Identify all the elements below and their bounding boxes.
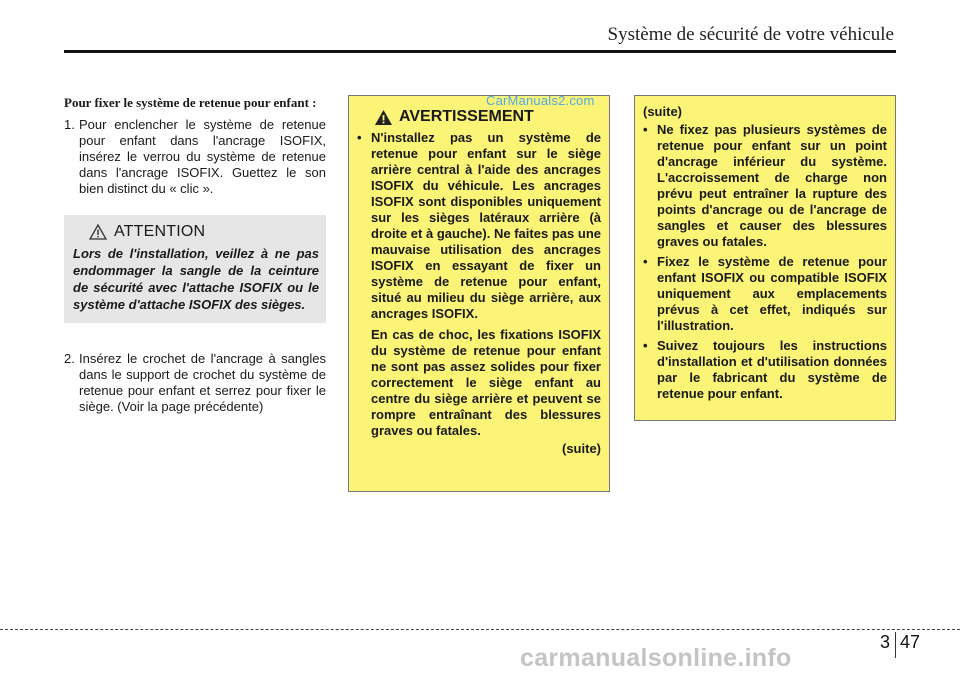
step-2: [64, 351, 326, 415]
warning-header: [374, 108, 601, 126]
warning-box: [348, 95, 610, 492]
warning-item-paragraph: En cas de choc, les fixations ISOFIX du système de retenue pour enfant ne sont pas assez solides pour fixer correctement le siège enfant au centre du siège arrière et peuvent se rompre entraînant des blessures graves ou fatales.: [371, 327, 601, 438]
step-1: [64, 117, 326, 197]
page-header-title: Système de sécurité de votre véhicule: [607, 24, 894, 45]
section-subheading: Pour fixer le système de retenue pour enfant :: [64, 95, 317, 110]
continued-label: (suite): [562, 441, 601, 456]
warning-title: AVERTISSEMENT: [399, 108, 534, 125]
bullet-dot: •: [643, 338, 648, 353]
warning-item: [357, 130, 601, 322]
bullet-dot: •: [643, 254, 648, 269]
warning-item-text: Fixez le système de retenue pour enfant ISOFIX ou compatible ISOFIX uniquement aux emplacements prévus à cet effet, indiqués sur l'illustration.: [657, 254, 887, 333]
attention-header: [73, 223, 319, 241]
caution-triangle-icon: [89, 224, 107, 240]
page-number-separator: [895, 632, 896, 658]
warning-item: [643, 122, 887, 250]
warning-continuation-box: [634, 95, 896, 421]
header-rule: [64, 50, 896, 53]
warning-triangle-icon: [374, 109, 393, 126]
continued-label: (suite): [643, 104, 682, 119]
step-text: Pour enclencher le système de retenue pour enfant dans l'ancrage ISOFIX, insérez le verrou du système de retenue dans l'ancrage ISOFIX. Guettez le son bien distinct du « clic ».: [79, 117, 326, 196]
attention-body: Lors de l'installation, veillez à ne pas endommager la sangle de la ceinture de sécurité avec l'attache ISOFIX ou le système d'attache ISOFIX des sièges.: [73, 246, 319, 312]
page-number: 47: [900, 632, 921, 652]
step-number: 2.: [64, 351, 75, 366]
bullet-dot: •: [643, 122, 648, 137]
bullet-dot: •: [357, 130, 362, 145]
step-number: 1.: [64, 117, 75, 132]
attention-title: ATTENTION: [114, 223, 206, 240]
warning-item-text: N'installez pas un système de retenue pour enfant sur le siège arrière central à l'aide des ancrages ISOFIX du véhicule. Les ancrages ISOFIX sont disponibles uniquement sur les sièges latéraux arrière (à droite et à gauche). Ne faites pas une mauvaise utilisation des ancrages ISOFIX en essayant de fixer un système de retenue pour enfant, situé au milieu du siège arrière, aux ancrages ISOFIX.: [371, 130, 601, 321]
attention-box: [64, 215, 326, 323]
warning-item: [643, 338, 887, 402]
warning-item-text: Suivez toujours les instructions d'installation et d'utilisation données par le fabricant du système de retenue pour enfant.: [657, 338, 887, 401]
left-column: [64, 95, 326, 415]
warning-item: [643, 254, 887, 334]
watermark-link-top[interactable]: CarManuals2.com: [486, 93, 595, 108]
footer-rule: [0, 629, 960, 630]
watermark-link-bottom[interactable]: carmanualsonline.info: [520, 644, 792, 672]
section-number: 3: [880, 632, 891, 652]
warning-item-text: Ne fixez pas plusieurs systèmes de retenue pour enfant sur un point d'ancrage inférieur du système. L'accroissement de charge non prévu peut entraîner la rupture des points d'ancrage ou de l'ancrage de sangles et causer des blessures graves ou fatales.: [657, 122, 887, 249]
step-text: Insérez le crochet de l'ancrage à sangles dans le support de crochet du système de retenue pour enfant et serrez pour fixer le siège. (Voir la page précédente): [79, 351, 326, 414]
